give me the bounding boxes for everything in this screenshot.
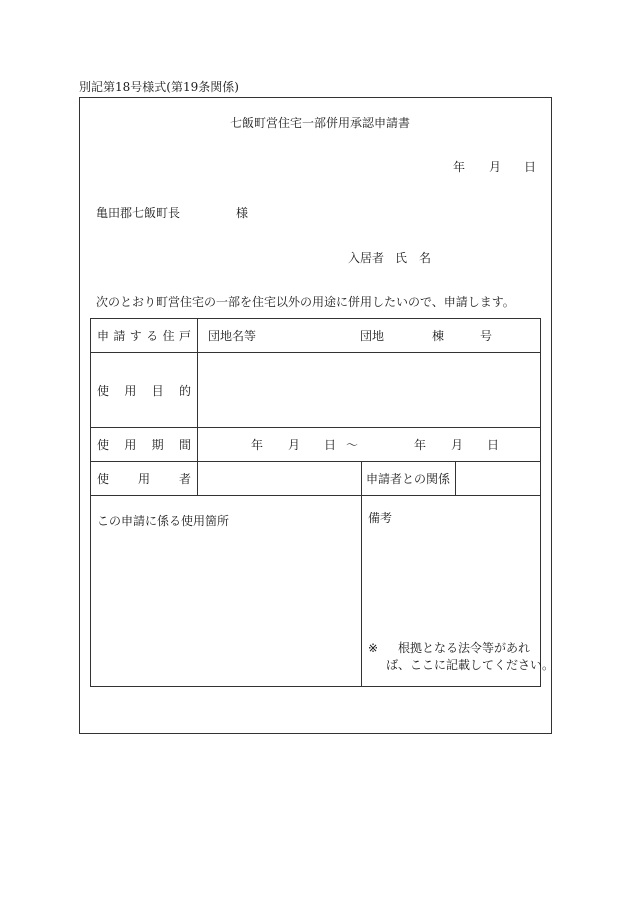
purpose-row [91,353,541,428]
applicant-role: 入居者 [348,251,385,265]
period-label-cell [91,428,198,462]
estate-label: 団地名等 [208,328,257,343]
period-tilde: ～ [346,437,359,452]
relation-value-cell[interactable] [456,462,541,496]
period-month1: 月 [288,437,301,452]
remarks-note-mark: ※ [368,641,379,655]
location-cell[interactable] [91,496,362,687]
estate-suffix: 団地 [360,328,385,343]
location-row [91,496,541,687]
period-year1: 年 [251,437,264,452]
remarks-label: 備考 [368,511,393,525]
form-number: 別記第18号様式(第19条関係) [79,80,239,94]
building-suffix: 棟 [432,328,445,343]
addressee-honorific: 様 [236,206,249,220]
period-day1: 日 [324,437,337,452]
dwelling-label: 申 請 す る 住 戸 [97,329,191,343]
purpose-value-cell[interactable] [198,353,541,428]
period-month2: 月 [451,437,464,452]
addressee-name: 亀田郡七飯町長 [96,206,181,220]
location-label: この申請に係る使用箇所 [97,514,230,528]
unit-suffix: 号 [480,328,493,343]
user-value-cell[interactable] [198,462,362,496]
applicant-name-label: 氏 名 [395,251,432,265]
purpose-label-cell [91,353,198,428]
remarks-cell[interactable] [362,496,555,687]
form-title: 七飯町営住宅一部併用承認申請書 [230,116,411,130]
period-year2: 年 [414,437,427,452]
dwelling-value-cell[interactable] [198,319,541,353]
purpose-label: 使 用 目 的 [97,383,191,398]
date-year: 年 [453,160,466,174]
period-day2: 日 [487,437,500,452]
remarks-note-line2: ば、ここに記載してください。 [386,658,555,672]
date-month: 月 [489,160,502,174]
period-label: 使 用 期 間 [97,438,191,452]
remarks-note-line1: 根拠となる法令等があれ [398,641,531,655]
date-day: 日 [524,160,537,174]
user-row [91,462,541,496]
intro-text: 次のとおり町営住宅の一部を住宅以外の用途に併用したいので、申請します。 [96,295,515,309]
dwelling-row [91,319,541,353]
relation-label: 申請者との関係 [366,472,451,486]
user-label-cell [91,462,198,496]
user-label: 使 用 者 [97,472,191,486]
relation-label-cell [362,462,456,496]
dwelling-label-cell [91,319,198,353]
period-row [91,428,541,462]
period-value-cell[interactable] [198,428,541,462]
application-table [90,318,555,687]
